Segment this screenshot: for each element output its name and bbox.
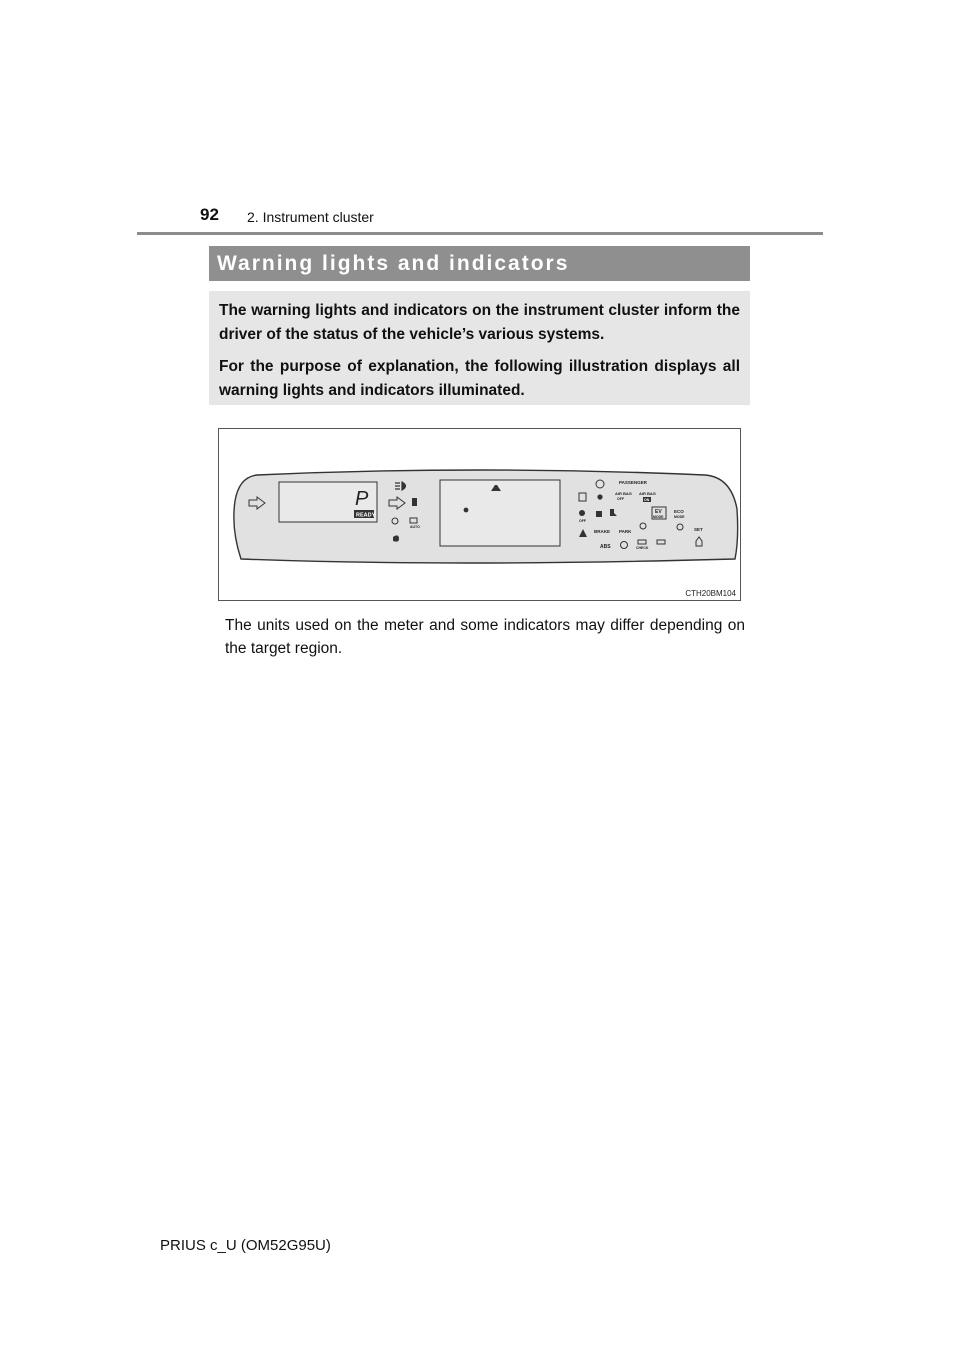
fuel-icon — [412, 498, 417, 506]
shift-position: P — [355, 488, 369, 510]
page-number: 92 — [200, 205, 219, 224]
eco-mode-label: MODE — [674, 515, 685, 519]
instrument-cluster-figure — [218, 428, 741, 601]
intro-paragraph-2: For the purpose of explanation, the following illustration displays all warning lights and indicators illuminated. — [219, 358, 740, 399]
instrument-cluster-illustration — [219, 429, 740, 600]
intro-paragraph-1: The warning lights and indicators on the instrument cluster inform the driver of the status of the vehicle’s various systems. — [219, 302, 740, 343]
brake-label: BRAKE — [594, 529, 611, 534]
header-rule — [137, 232, 823, 235]
auto-label: AUTO — [410, 525, 420, 529]
footer-model: PRIUS c_U (OM52G95U) — [160, 1237, 331, 1254]
figure-code: CTH20BM104 — [685, 589, 736, 598]
airbag-on-label: ON — [644, 498, 650, 502]
section-title: 2. Instrument cluster — [247, 209, 374, 225]
note-text: The units used on the meter and some indicators may differ depending on the target region. — [225, 617, 745, 657]
airbag-off-label: OFF — [617, 497, 624, 501]
check-label: CHECK — [636, 546, 649, 550]
intro-box — [209, 291, 750, 405]
slip-indicator-icon — [579, 510, 585, 516]
airbag-label-2: AIR BAG — [639, 491, 656, 496]
passenger-label: PASSENGER — [619, 480, 647, 485]
abs-label: ABS — [600, 544, 611, 550]
eco-label: ECO — [674, 509, 684, 514]
ev-mode-label: MODE — [653, 515, 664, 519]
seatbelt-passenger-icon — [597, 494, 602, 499]
set-label: SET — [694, 527, 703, 532]
seatbelt-icon — [464, 508, 469, 513]
park-label: PARK — [619, 529, 632, 534]
slip-off-label: OFF — [579, 519, 586, 523]
ev-label: EV — [655, 509, 662, 515]
security-icon — [596, 511, 602, 517]
ready-label: READY — [356, 512, 376, 519]
airbag-label-1: AIR BAG — [615, 491, 632, 496]
page-title: Warning lights and indicators — [209, 246, 750, 281]
